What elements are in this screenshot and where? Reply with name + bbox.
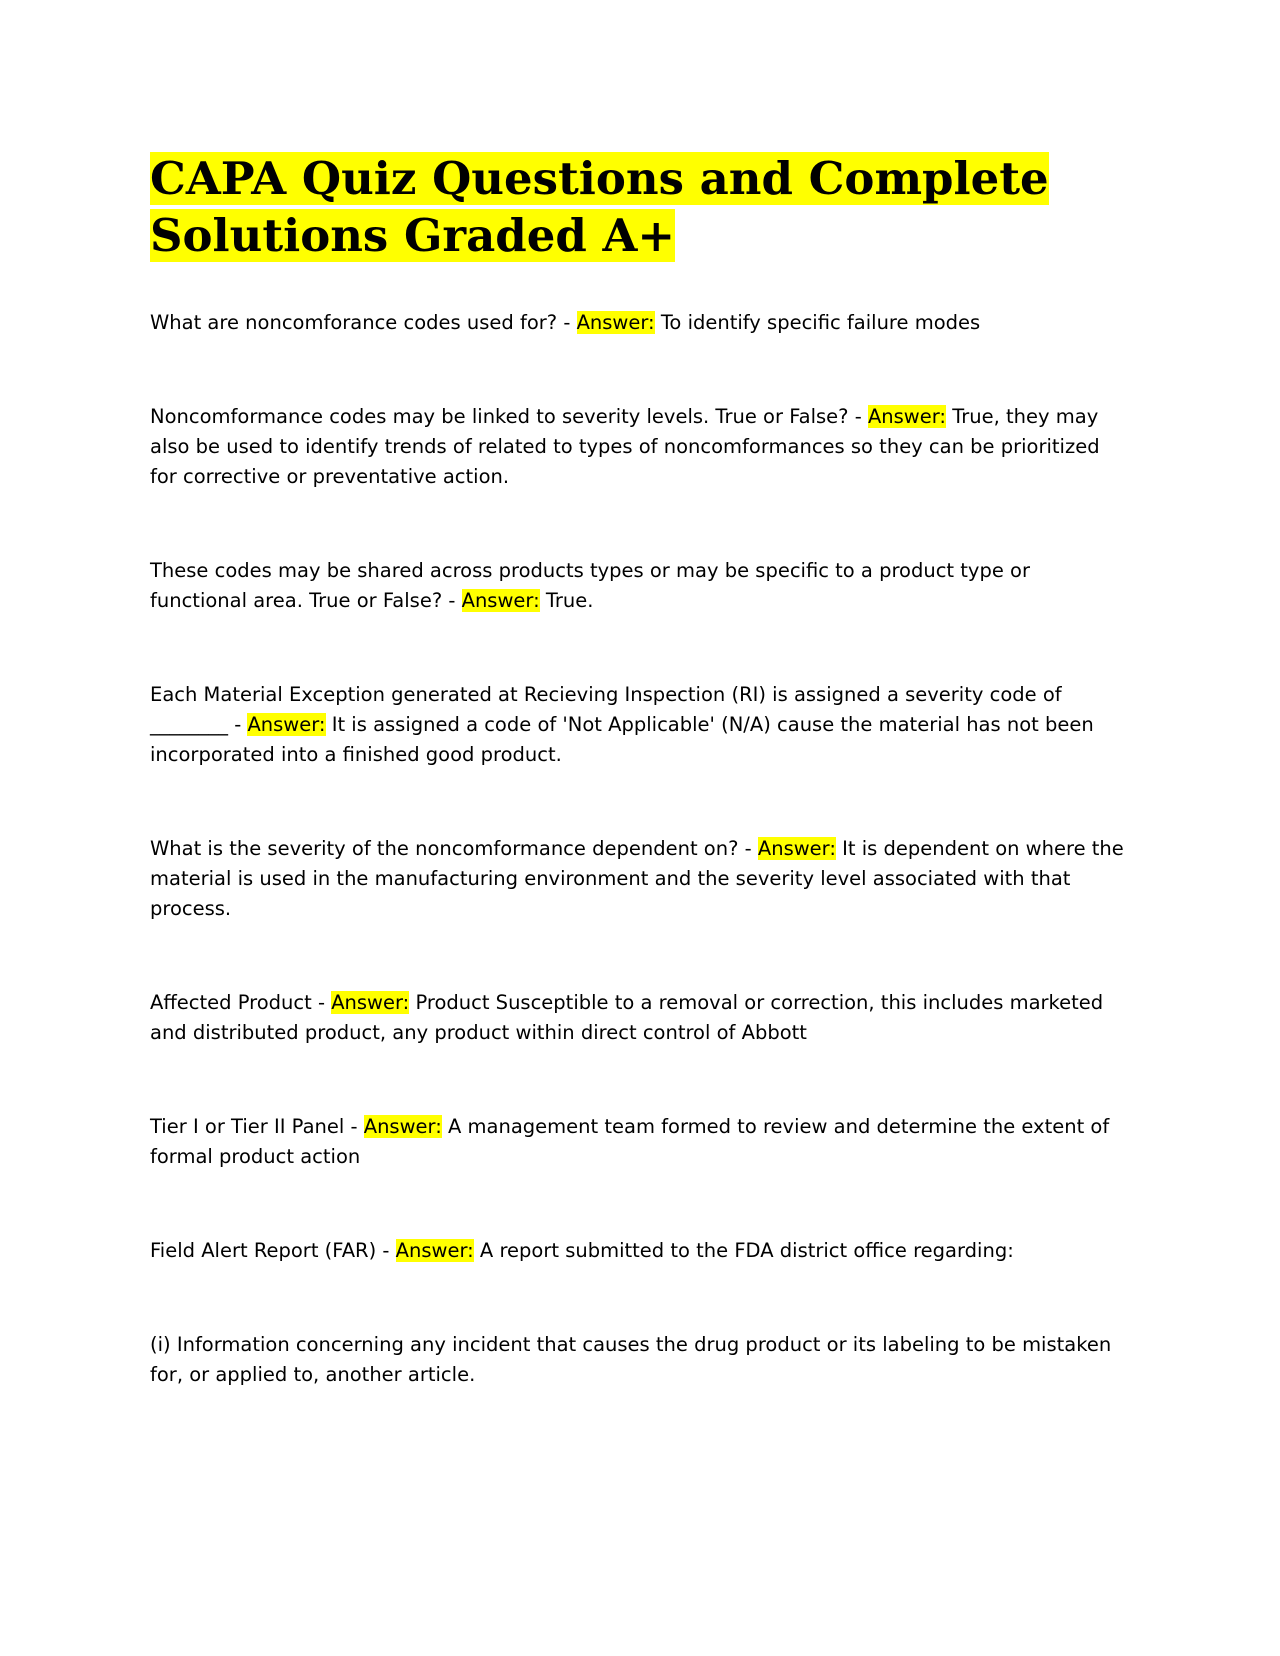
qa-item-7 [150,1112,1130,1172]
question-text: What is the severity of the noncomformance dependent on? - [150,837,758,860]
title-line-1: CAPA Quiz Questions and Complete [150,152,1049,205]
answer-label: Answer: [331,991,410,1014]
qa-item-4 [150,680,1130,770]
answer-label: Answer: [576,311,655,334]
qa-item-3 [150,556,1130,616]
answer-text: It is assigned a code of 'Not Applicable' (N/A) cause the material has not been incorporated into a finished good product. [150,713,1094,766]
question-text: Noncomformance codes may be linked to severity levels. True or False? - [150,405,868,428]
qa-item-1 [150,308,1130,338]
question-text: These codes may be shared across products types or may be specific to a product type or functional area. True or False? - [150,559,1030,612]
answer-text: Product Susceptible to a removal or correction, this includes marketed and distributed product, any product within direct control of Abbott [150,991,1104,1044]
question-text: Affected Product - [150,991,332,1014]
answer-label: Answer: [395,1239,474,1262]
qa-item-8 [150,1236,1130,1266]
answer-text: To identify specific failure modes [654,311,981,334]
qa-item-5 [150,834,1130,924]
title-line-2: Solutions Graded A+ [150,209,676,262]
question-text: Each Material Exception generated at Recieving Inspection (RI) is assigned a severity code of ________ - [150,683,1062,736]
qa-item-2 [150,402,1130,492]
far-continuation-paragraph: (i) Information concerning any incident that causes the drug product or its labeling to be mistaken for, or applied to, another article. [150,1333,1112,1386]
answer-label: Answer: [247,713,326,736]
document-content [150,150,1130,1390]
document-title [150,150,1130,264]
answer-text: A report submitted to the FDA district office regarding: [473,1239,1014,1262]
answer-text: It is dependent on where the material is used in the manufacturing environment and the severity level associated with that process. [150,837,1124,920]
answer-label: Answer: [757,837,836,860]
answer-text: True. [539,589,594,612]
question-text: What are noncomforance codes used for? - [150,311,577,334]
answer-text: True, they may also be used to identify trends of related to types of noncomformances so they can be prioritized for corrective or preventative action. [150,405,1100,488]
answer-label: Answer: [461,589,540,612]
question-text: Field Alert Report (FAR) - [150,1239,396,1262]
answer-label: Answer: [363,1115,442,1138]
answer-text: A management team formed to review and determine the extent of formal product action [150,1115,1110,1168]
answer-label: Answer: [867,405,946,428]
question-text: Tier I or Tier II Panel - [150,1115,364,1138]
qa-item-6 [150,988,1130,1048]
